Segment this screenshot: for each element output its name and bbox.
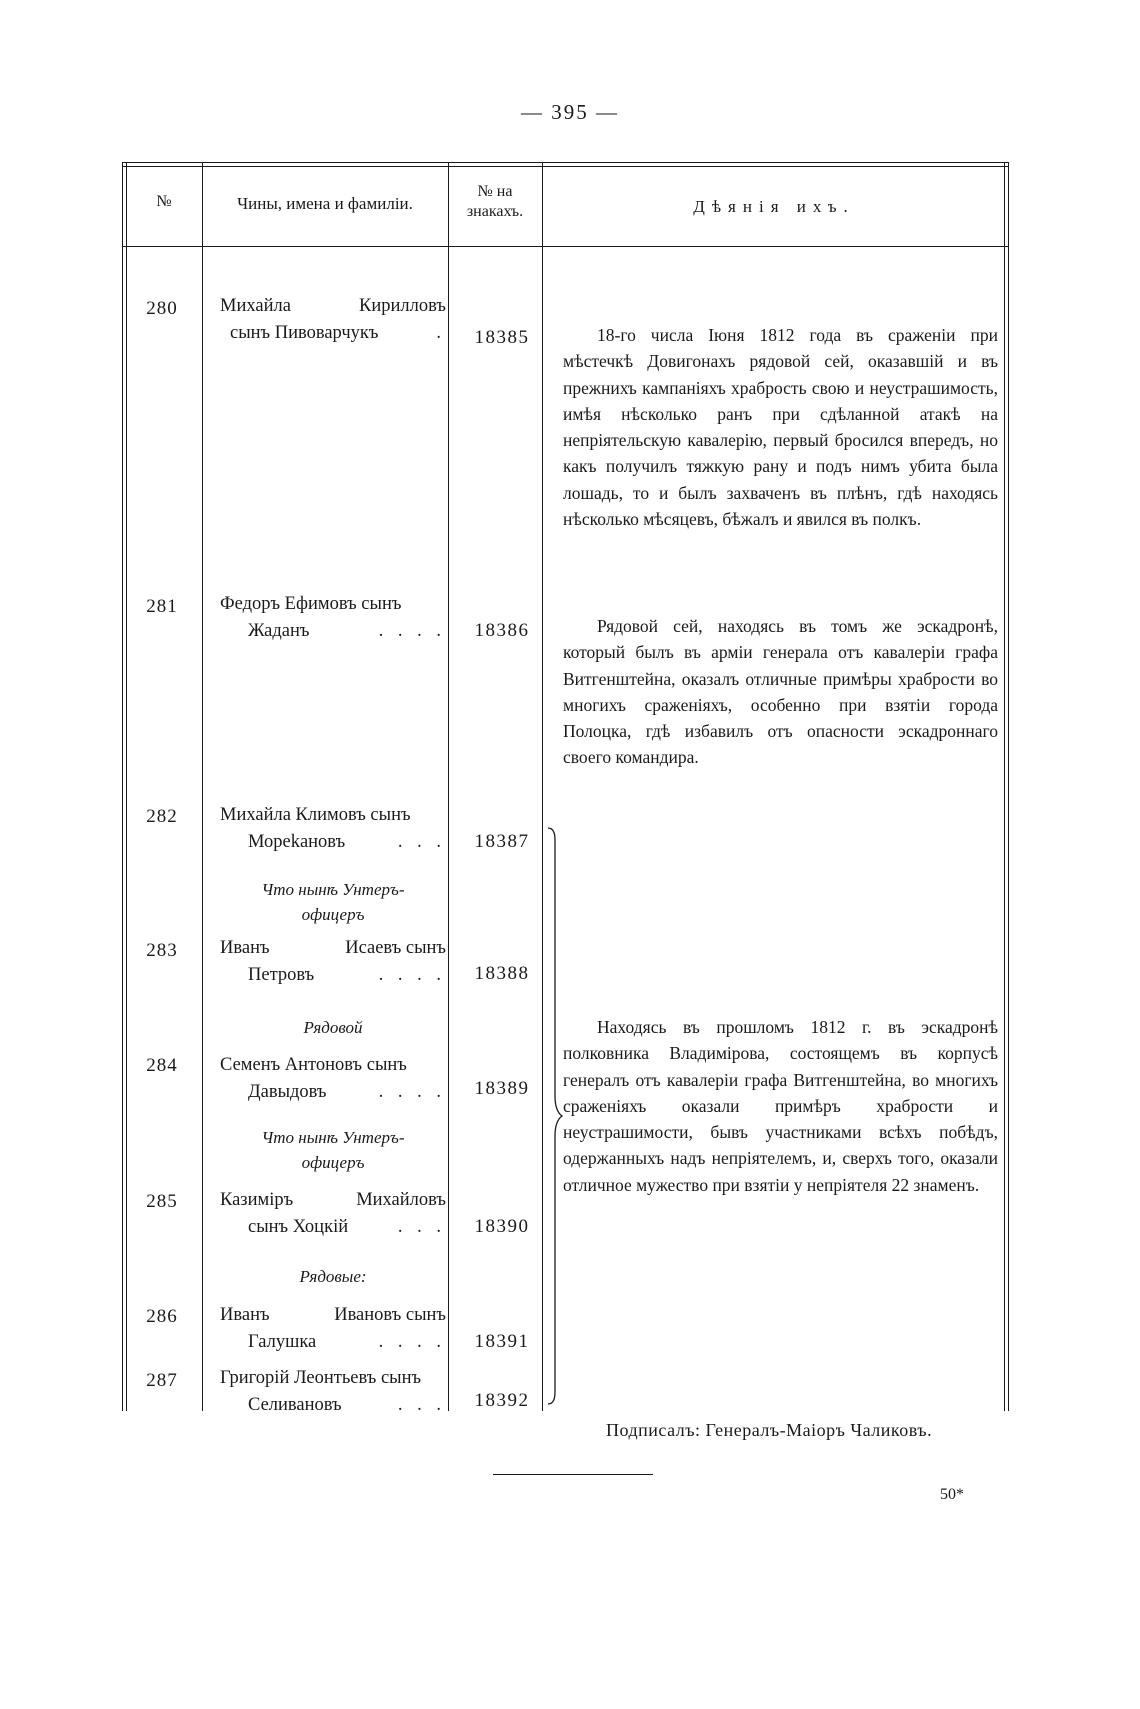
signature: Подписалъ: Генералъ-Маіоръ Чаликовъ. <box>606 1420 933 1440</box>
badge-number: 18388 <box>474 963 530 984</box>
header-badge-line2: знакахъ. <box>466 203 524 220</box>
name-dots: . . . <box>397 832 446 852</box>
entry-name <box>220 1052 446 1106</box>
name-line1-a: Семенъ Антоновъ сынъ <box>220 1055 407 1075</box>
badge-number: 18391 <box>474 1331 530 1352</box>
left-border-inner <box>126 162 127 1411</box>
name-dots: . <box>436 323 446 343</box>
deed-paragraph: 18-го числа Іюня 1812 года въ сраженіи при мѣстечкѣ Довигонахъ рядовой сей, оказавшій и въ прежнихъ кампаніяхъ храбрость свою и неустрашимость, имѣя нѣсколько ранъ при сдѣланной атакѣ на непріятельскую кавалерію, первый бросился впередъ, но какъ получилъ тяжкую рану и подъ нимъ убита была лошадь, то и былъ захваченъ въ плѣнъ, гдѣ находясь нѣсколько мѣсяцевъ, бѣжалъ и явился въ полкъ. <box>563 325 998 530</box>
rank-note-line2: офицеръ <box>301 1153 365 1172</box>
entry-number: 287 <box>146 1370 178 1391</box>
name-line1-b: Ивановъ сынъ <box>334 1305 446 1325</box>
name-line1-a: Михайла <box>220 296 291 316</box>
name-line2: сынъ Пивоварчукъ <box>230 323 379 343</box>
rank-note <box>220 1125 446 1175</box>
header-number: № <box>156 193 172 210</box>
deed-paragraph: Находясь въ прошломъ 1812 г. въ эскадронѣ полковника Владимірова, состоящемъ въ корпусѣ генералъ отъ кавалеріи графа Витгенштейна, во многихъ сраженіяхъ оказали примѣръ храбрости и неустрашимости, бывъ участниками всѣхъ побѣдъ, одержанныхъ надъ непріятелемъ, и, сверхъ того, оказали отличное мужество при взятіи у непріятеля 22 знаменъ. <box>563 1017 998 1195</box>
name-line1-b: Михайловъ <box>356 1190 446 1210</box>
closing-rule <box>493 1474 653 1475</box>
entry-number: 283 <box>146 940 178 961</box>
signature-mark: 50* <box>940 1486 964 1503</box>
name-dots: . . . . <box>378 621 446 641</box>
rank-note-line1: Что нынѣ Унтеръ- <box>261 880 405 899</box>
name-line1-a: Иванъ <box>220 1305 270 1325</box>
rank-note: Рядовые: <box>299 1267 367 1286</box>
name-line2: сынъ Хоцкій <box>248 1217 349 1237</box>
badge-number: 18387 <box>474 831 530 852</box>
deed-text <box>563 322 998 532</box>
page-number: — 395 — <box>521 100 619 124</box>
name-line1-a: Григорій Леонтьевъ сынъ <box>220 1368 422 1388</box>
col-divider-2 <box>448 162 449 1411</box>
name-line2: Галушка <box>248 1332 317 1352</box>
entry-number: 284 <box>146 1055 178 1076</box>
entry-name <box>220 1302 446 1356</box>
badge-number: 18389 <box>474 1078 530 1099</box>
top-border-outer <box>122 162 1009 163</box>
header-divider <box>122 246 1009 247</box>
name-line1-b: Кирилловъ <box>359 296 446 316</box>
entry-number: 280 <box>146 298 178 319</box>
name-dots: . . . . <box>378 965 446 985</box>
name-line2: Мореkановъ <box>248 832 346 852</box>
name-dots: . . . . <box>378 1332 446 1352</box>
badge-number: 18392 <box>474 1390 530 1411</box>
name-line1-a: Иванъ <box>220 938 270 958</box>
left-border-outer <box>122 162 123 1411</box>
rank-note <box>220 877 446 927</box>
rank-note: Рядовой <box>303 1018 363 1037</box>
entry-number: 285 <box>146 1191 178 1212</box>
col-divider-1 <box>202 162 203 1411</box>
entry-name <box>220 591 446 645</box>
entry-name <box>220 802 446 856</box>
name-dots: . . . . <box>378 1082 446 1102</box>
name-dots: . . . <box>397 1217 446 1237</box>
deed-paragraph: Рядовой сей, находясь въ томъ же эскадронѣ, который былъ въ арміи генерала отъ кавалеріи графа Витгенштейна, оказалъ отличные примѣры храбрости во многихъ сраженіяхъ, особенно при взятіи города Полоцка, гдѣ избавилъ отъ опасности эскадроннаго своего командира. <box>563 616 998 768</box>
group-brace <box>546 826 564 1406</box>
name-line1-b: Исаевъ сынъ <box>345 938 446 958</box>
deed-text <box>563 1014 998 1198</box>
header-deeds: Дѣянія ихъ. <box>693 197 855 216</box>
deed-text <box>563 613 998 771</box>
rank-note-line2: офицеръ <box>301 905 365 924</box>
header-names: Чины, имена и фамиліи. <box>237 194 413 213</box>
name-line1-a: Казиміръ <box>220 1190 294 1210</box>
name-line2: Селивановъ <box>248 1395 342 1415</box>
name-dots: . . . <box>397 1395 446 1415</box>
name-line1-a: Михайла Климовъ сынъ <box>220 805 411 825</box>
col-divider-3 <box>542 162 543 1411</box>
top-border-inner <box>122 166 1009 167</box>
name-line2: Жаданъ <box>248 621 310 641</box>
badge-number: 18390 <box>474 1216 530 1237</box>
rank-note-line1: Что нынѣ Унтеръ- <box>261 1128 405 1147</box>
entry-number: 282 <box>146 806 178 827</box>
entry-name <box>220 935 446 989</box>
entry-name <box>220 293 446 347</box>
badge-number: 18385 <box>474 327 530 348</box>
header-badge <box>449 182 541 222</box>
name-line1-a: Федоръ Ефимовъ сынъ <box>220 594 402 614</box>
entry-name <box>220 1187 446 1241</box>
name-line2: Давыдовъ <box>248 1082 327 1102</box>
badge-number: 18386 <box>474 620 530 641</box>
entry-name <box>220 1365 446 1419</box>
name-line2: Петровъ <box>248 965 315 985</box>
header-badge-line1: № на <box>477 183 513 200</box>
entry-number: 286 <box>146 1306 178 1327</box>
right-border-outer <box>1008 162 1009 1411</box>
right-border-inner <box>1004 162 1005 1411</box>
entry-number: 281 <box>146 596 178 617</box>
